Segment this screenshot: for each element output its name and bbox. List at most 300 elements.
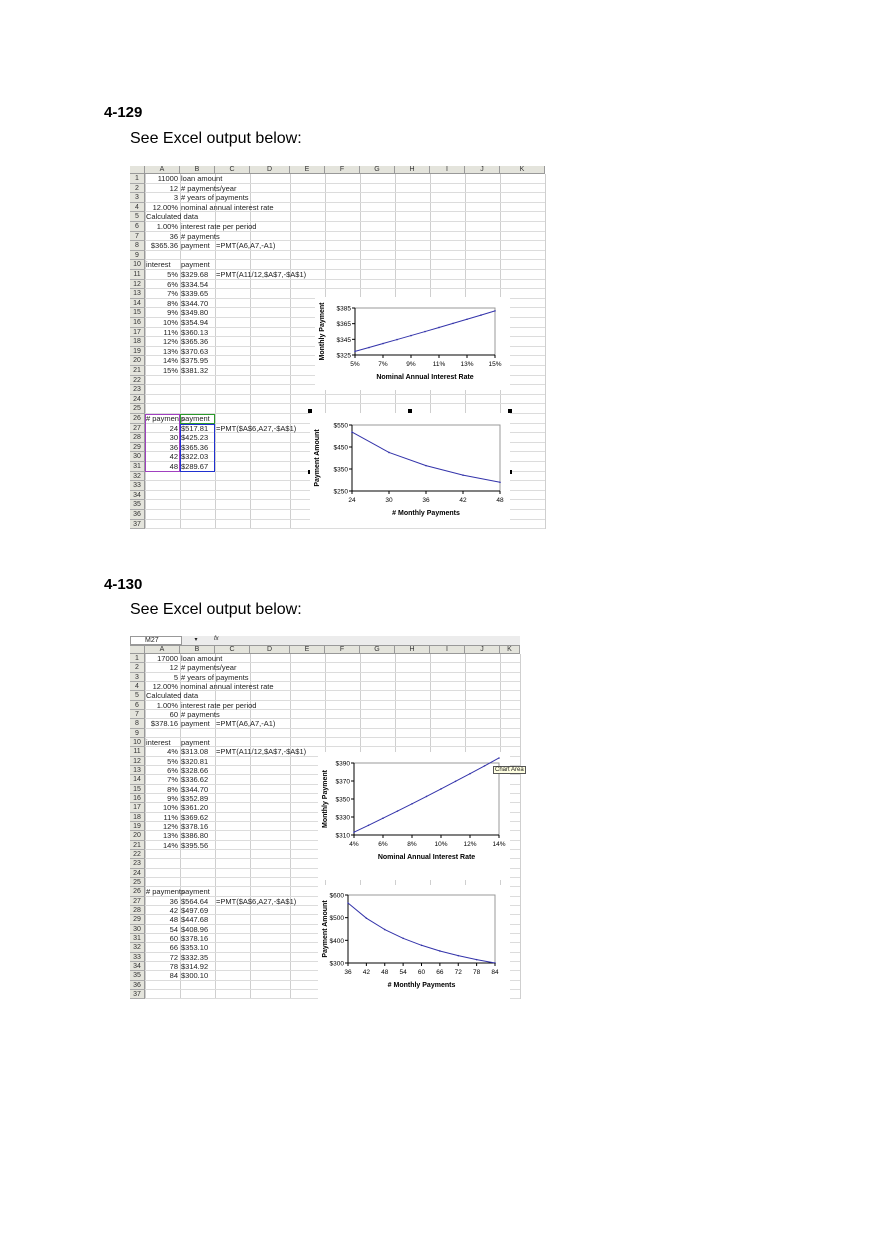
cell-A12[interactable]: 5%: [167, 756, 178, 766]
column-header-K[interactable]: K: [500, 166, 545, 174]
row-header[interactable]: 5: [130, 691, 145, 700]
row-header[interactable]: 34: [130, 491, 145, 501]
cell-A33[interactable]: 72: [169, 952, 178, 962]
cell-B18[interactable]: $369.62: [181, 812, 209, 822]
fx-label: fx: [214, 636, 219, 642]
row-header[interactable]: 2: [130, 663, 145, 672]
data-point: [424, 331, 426, 333]
cell-A15[interactable]: 9%: [167, 308, 178, 318]
cell-B14[interactable]: $336.62: [181, 775, 209, 785]
data-point: [452, 323, 454, 325]
range-selection-b[interactable]: [180, 424, 215, 472]
row-header[interactable]: 36: [130, 981, 145, 990]
cell-B1[interactable]: loan amount: [181, 654, 223, 663]
row-header[interactable]: 22: [130, 376, 145, 386]
name-box[interactable]: M27: [130, 636, 182, 645]
x-tick-label: 14%: [492, 841, 506, 848]
row-header[interactable]: 35: [130, 971, 145, 980]
cell-B30[interactable]: $408.96: [181, 924, 209, 934]
cell-B6[interactable]: interest rate per period: [181, 700, 257, 710]
row-header[interactable]: 1: [130, 654, 145, 663]
cell-B27[interactable]: $517.81: [181, 423, 209, 433]
y-tick-label: $310: [335, 832, 350, 840]
cell-C8[interactable]: =PMT(A6,A7,-A1): [216, 719, 276, 729]
x-tick-label: 78: [473, 969, 481, 976]
data-point: [366, 917, 368, 919]
y-axis-title: Monthly Payment: [319, 302, 326, 361]
cell-A26[interactable]: # payments: [146, 887, 185, 897]
row-header[interactable]: 37: [130, 520, 145, 530]
cell-B12[interactable]: $334.54: [181, 279, 209, 289]
cell-A20[interactable]: 14%: [162, 356, 178, 366]
data-point: [494, 310, 496, 312]
chart-1[interactable]: [315, 297, 510, 390]
chart-svg: [318, 752, 510, 880]
cell-B17[interactable]: $360.13: [181, 327, 209, 337]
cell-A16[interactable]: 9%: [167, 793, 178, 803]
column-header-A[interactable]: A: [145, 646, 180, 654]
cell-A2[interactable]: 12: [169, 183, 178, 193]
y-tick-label: $330: [335, 814, 350, 822]
y-tick-label: $325: [336, 352, 351, 360]
cell-A18[interactable]: 12%: [162, 337, 178, 347]
column-header-C[interactable]: C: [215, 166, 250, 174]
cell-B31[interactable]: $378.16: [181, 933, 209, 943]
column-header-D[interactable]: D: [250, 646, 290, 654]
column-header-A[interactable]: A: [145, 166, 180, 174]
cell-B1[interactable]: loan amount: [181, 174, 223, 183]
cell-B7[interactable]: # payments: [181, 231, 220, 241]
cell-B17[interactable]: $361.20: [181, 803, 209, 813]
row-header[interactable]: 25: [130, 878, 145, 887]
data-point: [351, 431, 353, 433]
row-header[interactable]: 12: [130, 757, 145, 766]
cell-A17[interactable]: 11%: [163, 327, 178, 337]
y-axis-title: Payment Amount: [314, 429, 321, 487]
cell-B3[interactable]: # years of payments: [181, 672, 249, 682]
column-header-H[interactable]: H: [395, 646, 430, 654]
cell-A21[interactable]: 14%: [162, 840, 178, 850]
row-header[interactable]: 27: [130, 424, 145, 434]
row-header[interactable]: 12: [130, 280, 145, 290]
cell-C27[interactable]: =PMT($A$6,A27,-$A$1): [216, 896, 297, 906]
column-header-C[interactable]: C: [215, 646, 250, 654]
data-point: [440, 788, 442, 790]
problem-number: 4-130: [104, 576, 143, 593]
row-header[interactable]: 19: [130, 347, 145, 357]
cell-A17[interactable]: 10%: [162, 803, 178, 813]
data-point: [499, 481, 501, 483]
row-header[interactable]: 30: [130, 452, 145, 462]
row-header[interactable]: 32: [130, 943, 145, 952]
cell-B2[interactable]: # payments/year: [181, 183, 237, 193]
data-point: [402, 938, 404, 940]
data-point: [368, 824, 370, 826]
cell-B4[interactable]: nominal annual interest rate: [181, 681, 274, 691]
cell-B12[interactable]: $320.81: [181, 756, 209, 766]
row-header[interactable]: 11: [130, 747, 145, 756]
chart-area-tooltip: Chart Area: [495, 767, 524, 773]
cell-B30[interactable]: $322.03: [181, 452, 209, 462]
column-header-B[interactable]: B: [180, 646, 215, 654]
cell-B13[interactable]: $339.65: [181, 289, 209, 299]
data-point: [397, 810, 399, 812]
row-header[interactable]: 31: [130, 462, 145, 472]
row-header[interactable]: 31: [130, 934, 145, 943]
x-tick-label: 10%: [434, 841, 448, 848]
cell-A5[interactable]: Calculated data: [146, 212, 199, 222]
cell-B18[interactable]: $365.36: [181, 337, 209, 347]
cell-A3[interactable]: 3: [173, 193, 178, 203]
x-tick-label: 4%: [349, 841, 359, 848]
x-tick-label: 54: [399, 969, 407, 976]
row-header[interactable]: 28: [130, 433, 145, 443]
cell-A29[interactable]: 36: [169, 442, 178, 452]
cell-C27[interactable]: =PMT($A$6,A27,-$A$1): [216, 423, 297, 433]
cell-B33[interactable]: $332.35: [181, 952, 209, 962]
grid-line: [290, 174, 291, 529]
x-tick-label: 9%: [406, 361, 416, 368]
chart-svg: [315, 297, 510, 390]
row-header[interactable]: 36: [130, 510, 145, 520]
column-header-I[interactable]: I: [430, 166, 465, 174]
select-all-corner[interactable]: [130, 646, 145, 654]
cell-A31[interactable]: 60: [169, 933, 178, 943]
data-point: [382, 343, 384, 345]
data-point: [484, 765, 486, 767]
grid-line: [290, 654, 291, 999]
chart-3[interactable]: [318, 752, 510, 880]
x-tick-label: 13%: [460, 361, 474, 368]
cell-A5[interactable]: Calculated data: [146, 691, 199, 701]
cell-B28[interactable]: $425.23: [181, 433, 209, 443]
grid-line: [145, 403, 545, 404]
cell-B7[interactable]: # payments: [181, 709, 220, 719]
plot-area: [348, 895, 495, 963]
column-header-G[interactable]: G: [360, 646, 395, 654]
y-tick-label: $250: [333, 488, 348, 496]
row-header[interactable]: 16: [130, 794, 145, 803]
cell-A1[interactable]: 17000: [157, 654, 178, 663]
row-header[interactable]: 3: [130, 193, 145, 203]
cell-B26[interactable]: payment: [181, 887, 210, 897]
row-header[interactable]: 27: [130, 897, 145, 906]
column-header-F[interactable]: F: [325, 646, 360, 654]
cell-B15[interactable]: $349.80: [181, 308, 209, 318]
data-point: [455, 781, 457, 783]
row-header[interactable]: 2: [130, 184, 145, 194]
cell-A15[interactable]: 8%: [167, 784, 178, 794]
cell-A28[interactable]: 42: [169, 905, 178, 915]
data-point: [354, 351, 356, 353]
cell-B2[interactable]: # payments/year: [181, 663, 237, 673]
column-header-F[interactable]: F: [325, 166, 360, 174]
y-tick-label: $550: [333, 422, 348, 430]
cell-B21[interactable]: $381.32: [181, 366, 209, 375]
row-header[interactable]: 21: [130, 841, 145, 850]
row-header[interactable]: 35: [130, 500, 145, 510]
row-header[interactable]: 15: [130, 308, 145, 318]
cell-B26[interactable]: payment: [181, 414, 210, 423]
row-header[interactable]: 7: [130, 232, 145, 242]
row-header[interactable]: 34: [130, 962, 145, 971]
x-tick-label: 48: [496, 497, 504, 504]
cell-B19[interactable]: $370.63: [181, 346, 209, 356]
y-tick-label: $300: [329, 960, 344, 968]
row-header[interactable]: 14: [130, 299, 145, 309]
cell-B28[interactable]: $497.69: [181, 905, 209, 915]
cell-B29[interactable]: $365.36: [181, 442, 209, 452]
cell-A34[interactable]: 78: [169, 961, 178, 971]
problem-text: See Excel output below:: [130, 130, 302, 147]
cell-B31[interactable]: $289.67: [181, 462, 209, 471]
cell-A21[interactable]: 15%: [162, 366, 178, 375]
plot-area: [354, 763, 499, 835]
row-header[interactable]: 24: [130, 395, 145, 405]
column-header-J[interactable]: J: [465, 166, 500, 174]
cell-A4[interactable]: 12.00%: [152, 681, 178, 691]
row-header[interactable]: 30: [130, 925, 145, 934]
x-tick-label: 8%: [407, 841, 417, 848]
cell-B16[interactable]: $352.89: [181, 793, 209, 803]
cell-A8[interactable]: $378.16: [150, 719, 178, 729]
y-tick-label: $400: [329, 937, 344, 945]
x-tick-label: 60: [417, 969, 426, 976]
cell-A30[interactable]: 42: [169, 452, 178, 462]
cell-B34[interactable]: $314.92: [181, 961, 209, 971]
cell-A13[interactable]: 6%: [167, 765, 178, 775]
row-header[interactable]: 18: [130, 337, 145, 347]
row-header[interactable]: 17: [130, 803, 145, 812]
y-tick-label: $600: [329, 892, 344, 900]
row-header[interactable]: 22: [130, 850, 145, 859]
cell-A18[interactable]: 11%: [163, 812, 178, 822]
row-header[interactable]: 28: [130, 906, 145, 915]
cell-A11[interactable]: 4%: [167, 747, 178, 757]
cell-B35[interactable]: $300.10: [181, 971, 209, 981]
data-point: [368, 347, 370, 349]
cell-B4[interactable]: nominal annual interest rate: [181, 202, 274, 212]
row-header[interactable]: 20: [130, 831, 145, 840]
cell-A1[interactable]: 11000: [157, 174, 178, 183]
row-header[interactable]: 4: [130, 682, 145, 691]
cell-B13[interactable]: $328.66: [181, 765, 209, 775]
data-point: [382, 817, 384, 819]
cell-A14[interactable]: 8%: [167, 298, 178, 308]
x-tick-label: 6%: [378, 841, 388, 848]
row-header[interactable]: 23: [130, 385, 145, 395]
cell-A13[interactable]: 7%: [167, 289, 178, 299]
y-axis-title: Payment Amount: [322, 900, 329, 958]
cell-B20[interactable]: $386.80: [181, 831, 209, 841]
row-header[interactable]: 21: [130, 366, 145, 376]
chart-4[interactable]: [318, 885, 510, 1000]
row-header[interactable]: 13: [130, 766, 145, 775]
row-header[interactable]: 29: [130, 443, 145, 453]
cell-B6[interactable]: interest rate per period: [181, 222, 257, 231]
cell-A19[interactable]: 12%: [162, 821, 178, 831]
row-header[interactable]: 10: [130, 260, 145, 270]
cell-A10[interactable]: interest: [146, 737, 171, 747]
cell-A28[interactable]: 30: [169, 433, 178, 443]
cell-B11[interactable]: $313.08: [181, 747, 209, 757]
x-tick-label: 42: [362, 969, 370, 976]
chart-svg: [318, 885, 510, 1000]
x-tick-label: 66: [436, 969, 444, 976]
data-point: [438, 327, 440, 329]
cell-B16[interactable]: $354.94: [181, 318, 209, 327]
cell-A12[interactable]: 6%: [167, 279, 178, 289]
cell-C11[interactable]: =PMT(A11/12,$A$7,-$A$1): [216, 270, 307, 279]
column-header-E[interactable]: E: [290, 646, 325, 654]
cell-B8[interactable]: payment: [181, 719, 210, 729]
data-point: [457, 955, 459, 957]
cell-B27[interactable]: $564.64: [181, 896, 209, 906]
cell-A3[interactable]: 5: [173, 672, 178, 682]
x-tick-label: 42: [459, 497, 467, 504]
row-header[interactable]: 32: [130, 472, 145, 482]
row-header[interactable]: 26: [130, 887, 145, 896]
row-header[interactable]: 33: [130, 953, 145, 962]
range-selection-header[interactable]: [180, 414, 215, 424]
cell-B8[interactable]: payment: [181, 241, 210, 251]
cell-B20[interactable]: $375.95: [181, 356, 209, 366]
row-header[interactable]: 15: [130, 785, 145, 794]
column-header-K[interactable]: K: [500, 646, 520, 654]
row-header[interactable]: 11: [130, 270, 145, 280]
data-point: [466, 318, 468, 320]
data-point: [469, 773, 471, 775]
row-header[interactable]: 19: [130, 822, 145, 831]
data-point: [421, 944, 423, 946]
grid-line: [145, 394, 545, 395]
row-header[interactable]: 14: [130, 775, 145, 784]
cell-B19[interactable]: $378.16: [181, 821, 209, 831]
cell-B14[interactable]: $344.70: [181, 298, 209, 308]
cell-A8[interactable]: $365.36: [150, 241, 178, 251]
cell-A29[interactable]: 48: [169, 915, 178, 925]
cell-A11[interactable]: 5%: [167, 270, 178, 279]
row-header[interactable]: 37: [130, 990, 145, 999]
problem-number: 4-129: [104, 104, 143, 121]
cell-C8[interactable]: =PMT(A6,A7,-A1): [216, 241, 276, 251]
data-point: [498, 757, 500, 759]
row-header[interactable]: 26: [130, 414, 145, 424]
problem-text: See Excel output below:: [130, 601, 302, 618]
column-header-B[interactable]: B: [180, 166, 215, 174]
column-header-D[interactable]: D: [250, 166, 290, 174]
row-header[interactable]: 13: [130, 289, 145, 299]
row-header[interactable]: 6: [130, 701, 145, 710]
cell-A32[interactable]: 66: [169, 943, 178, 953]
column-header-I[interactable]: I: [430, 646, 465, 654]
grid-line: [520, 654, 521, 999]
cell-B32[interactable]: $353.10: [181, 943, 209, 953]
cell-A16[interactable]: 10%: [162, 318, 178, 327]
data-point: [426, 796, 428, 798]
cell-A4[interactable]: 12.00%: [152, 202, 178, 212]
row-header[interactable]: 29: [130, 915, 145, 924]
x-axis-title: # Monthly Payments: [387, 982, 456, 989]
row-header[interactable]: 8: [130, 719, 145, 728]
x-tick-label: 48: [381, 969, 389, 976]
cell-B21[interactable]: $395.56: [181, 840, 209, 850]
cell-A27[interactable]: 36: [169, 896, 178, 906]
row-header[interactable]: 18: [130, 813, 145, 822]
row-header[interactable]: 4: [130, 203, 145, 213]
row-header[interactable]: 33: [130, 481, 145, 491]
data-point: [462, 474, 464, 476]
column-header-J[interactable]: J: [465, 646, 500, 654]
column-header-G[interactable]: G: [360, 166, 395, 174]
x-tick-label: 11%: [432, 361, 446, 368]
select-all-corner[interactable]: [130, 166, 145, 174]
column-header-E[interactable]: E: [290, 166, 325, 174]
row-header[interactable]: 20: [130, 356, 145, 366]
cell-A27[interactable]: 24: [169, 423, 178, 433]
y-tick-label: $385: [336, 305, 351, 313]
row-header[interactable]: 23: [130, 859, 145, 868]
cell-A7[interactable]: 36: [169, 231, 178, 241]
row-header[interactable]: 3: [130, 673, 145, 682]
row-header[interactable]: 9: [130, 251, 145, 261]
row-header[interactable]: 1: [130, 174, 145, 184]
cell-A35[interactable]: 84: [169, 971, 178, 981]
cell-A19[interactable]: 13%: [162, 346, 178, 356]
y-tick-label: $450: [333, 444, 348, 452]
chart-2[interactable]: [310, 413, 510, 528]
y-tick-label: $365: [336, 321, 351, 329]
cell-B15[interactable]: $344.70: [181, 784, 209, 794]
row-header[interactable]: 10: [130, 738, 145, 747]
name-box-dropdown-icon[interactable]: ▾: [194, 637, 198, 643]
row-header[interactable]: 9: [130, 729, 145, 738]
cell-B3[interactable]: # years of payments: [181, 193, 249, 203]
x-axis-title: Nominal Annual Interest Rate: [377, 854, 476, 861]
cell-A30[interactable]: 54: [169, 924, 178, 934]
cell-A6[interactable]: 1.00%: [156, 222, 178, 231]
range-selection-a[interactable]: [145, 414, 180, 472]
cell-B10[interactable]: payment: [181, 260, 210, 270]
grid-line: [145, 528, 545, 529]
cell-A20[interactable]: 13%: [162, 831, 178, 841]
row-header[interactable]: 5: [130, 212, 145, 222]
cell-A26[interactable]: # payments: [146, 414, 185, 423]
cell-A14[interactable]: 7%: [167, 775, 178, 785]
cell-A7[interactable]: 60: [169, 709, 178, 719]
data-point: [353, 831, 355, 833]
column-header-H[interactable]: H: [395, 166, 430, 174]
cell-B29[interactable]: $447.68: [181, 915, 209, 925]
cell-B11[interactable]: $329.68: [181, 270, 209, 279]
y-tick-label: $390: [335, 760, 350, 768]
row-header[interactable]: 16: [130, 318, 145, 328]
cell-C11[interactable]: =PMT(A11/12,$A$7,-$A$1): [216, 747, 307, 757]
cell-B10[interactable]: payment: [181, 737, 210, 747]
row-header[interactable]: 6: [130, 222, 145, 232]
data-point: [347, 902, 349, 904]
row-header[interactable]: 17: [130, 328, 145, 338]
cell-A10[interactable]: interest: [146, 260, 171, 270]
row-header[interactable]: 25: [130, 404, 145, 414]
data-point: [388, 452, 390, 454]
cell-A2[interactable]: 12: [169, 663, 178, 673]
row-header[interactable]: 8: [130, 241, 145, 251]
row-header[interactable]: 24: [130, 869, 145, 878]
cell-A6[interactable]: 1.00%: [156, 700, 178, 710]
cell-A31[interactable]: 48: [169, 462, 178, 471]
row-header[interactable]: 7: [130, 710, 145, 719]
